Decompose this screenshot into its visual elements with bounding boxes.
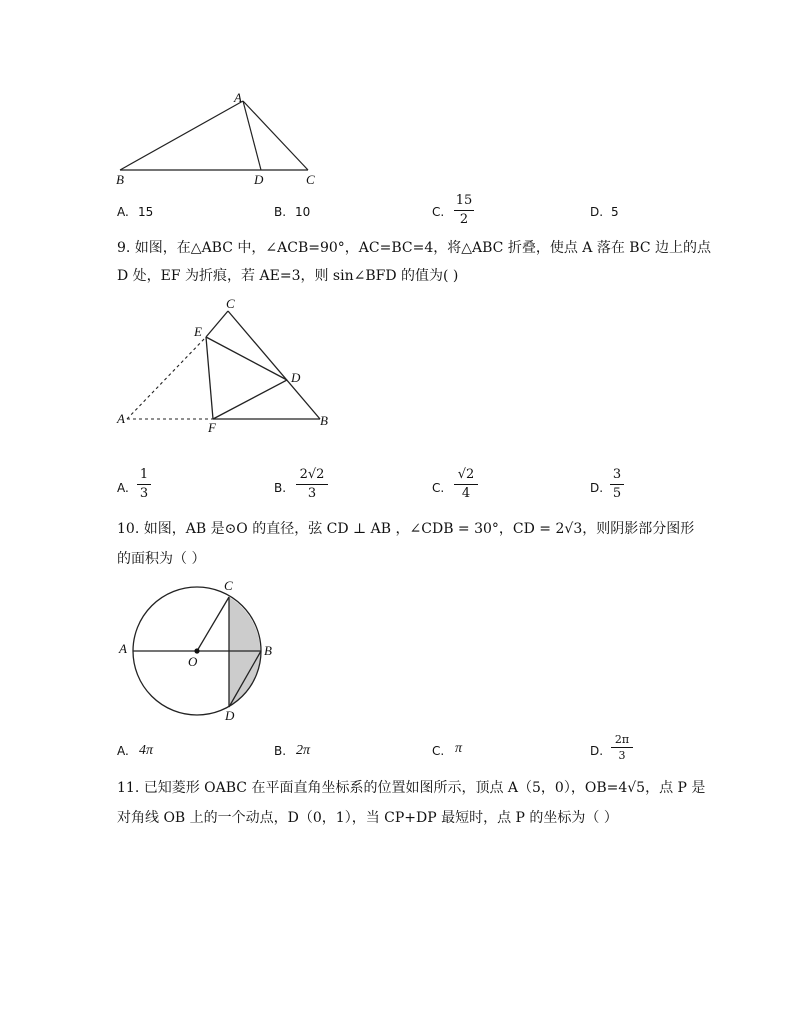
q9-stem-line2: D 处，EF 为折痕，若 AE=3，则 sin∠BFD 的值为( ) — [117, 268, 459, 284]
q10-label-o: O — [188, 654, 198, 669]
q9-fold-triangle-figure — [110, 292, 340, 437]
q9-option-a-prefix: A. — [117, 481, 129, 495]
q9-option-d-fraction — [610, 467, 624, 502]
q10-label-d: D — [225, 708, 235, 723]
q10-option-a-prefix: A. — [117, 744, 129, 758]
q10-option-b-prefix: B. — [274, 744, 287, 758]
q9-option-d-prefix: D. — [590, 481, 604, 495]
q8-option-d-value: 5 — [611, 205, 619, 219]
q8-option-c-numerator: 15 — [455, 193, 473, 208]
q10-option-d-prefix: D. — [590, 744, 604, 758]
q8-option-c-fraction — [454, 193, 474, 228]
q8-triangle-figure — [110, 88, 330, 188]
q9-label-f: F — [208, 420, 216, 435]
q10-label-b: B — [264, 643, 272, 658]
q9-option-b-fraction — [296, 467, 328, 502]
q9-label-c: C — [226, 296, 235, 311]
q11-stem-line1: 11. 已知菱形 OABC 在平面直角坐标系的位置如图所示，顶点 A（5，0），OB=4√5，点 P 是 — [117, 780, 706, 796]
q9-option-c-denominator: 4 — [461, 486, 471, 501]
q10-option-d-numerator: 2π — [614, 733, 630, 746]
q9-option-a-fraction — [137, 467, 151, 502]
q10-option-b-value: 2π — [296, 743, 311, 758]
q10-label-c: C — [224, 578, 233, 593]
q8-option-a-prefix: A. — [117, 205, 129, 219]
q9-option-a-numerator: 1 — [139, 467, 149, 482]
q10-stem-line1: 10. 如图，AB 是⊙O 的直径，弦 CD ⊥ AB ，∠CDB = 30°，CD = 2√3，则阴影部分图形 — [117, 521, 695, 537]
q8-label-a: A — [234, 90, 242, 105]
q10-option-d-denominator: 3 — [618, 749, 626, 762]
q9-option-a-denominator: 3 — [139, 486, 149, 501]
q9-option-c-fraction — [454, 467, 478, 502]
q10-option-c-prefix: C. — [432, 744, 445, 758]
q9-option-c-prefix: C. — [432, 481, 445, 495]
q10-stem-line2: 的面积为（ ） — [117, 551, 206, 567]
q8-option-c-denominator: 2 — [459, 212, 469, 227]
q9-label-b: B — [320, 413, 328, 428]
q8-option-b-value: 10 — [295, 205, 311, 219]
q10-option-a-value: 4π — [139, 743, 154, 758]
q9-label-e: E — [194, 324, 202, 339]
q10-option-d-fraction — [611, 733, 633, 762]
q9-option-d-denominator: 5 — [612, 486, 622, 501]
q8-label-b: B — [116, 172, 124, 187]
q10-label-a: A — [119, 641, 127, 656]
q8-option-d-prefix: D. — [590, 205, 604, 219]
q10-option-c-value: π — [455, 741, 463, 756]
q8-label-c: C — [306, 172, 315, 187]
q8-option-a-value: 15 — [138, 205, 154, 219]
q8-option-b-prefix: B. — [274, 205, 287, 219]
q9-option-b-prefix: B. — [274, 481, 287, 495]
q9-option-c-numerator: √2 — [457, 467, 475, 482]
q9-option-b-denominator: 3 — [307, 486, 317, 501]
q8-label-d: D — [254, 172, 264, 187]
q11-stem-line2: 对角线 OB 上的一个动点，D（0，1），当 CP+DP 最短时，点 P 的坐标为（ ） — [117, 810, 618, 826]
q9-option-b-numerator: 2√2 — [299, 467, 325, 482]
q8-option-c-prefix: C. — [432, 205, 445, 219]
q10-circle-figure — [110, 572, 290, 727]
q9-stem-line1: 9. 如图，在△ABC 中，∠ACB=90°，AC=BC=4，将△ABC 折叠，使点 A 落在 BC 边上的点 — [117, 240, 711, 256]
q9-label-a: A — [117, 411, 125, 426]
q9-option-d-numerator: 3 — [612, 467, 622, 482]
q9-label-d: D — [291, 370, 301, 385]
